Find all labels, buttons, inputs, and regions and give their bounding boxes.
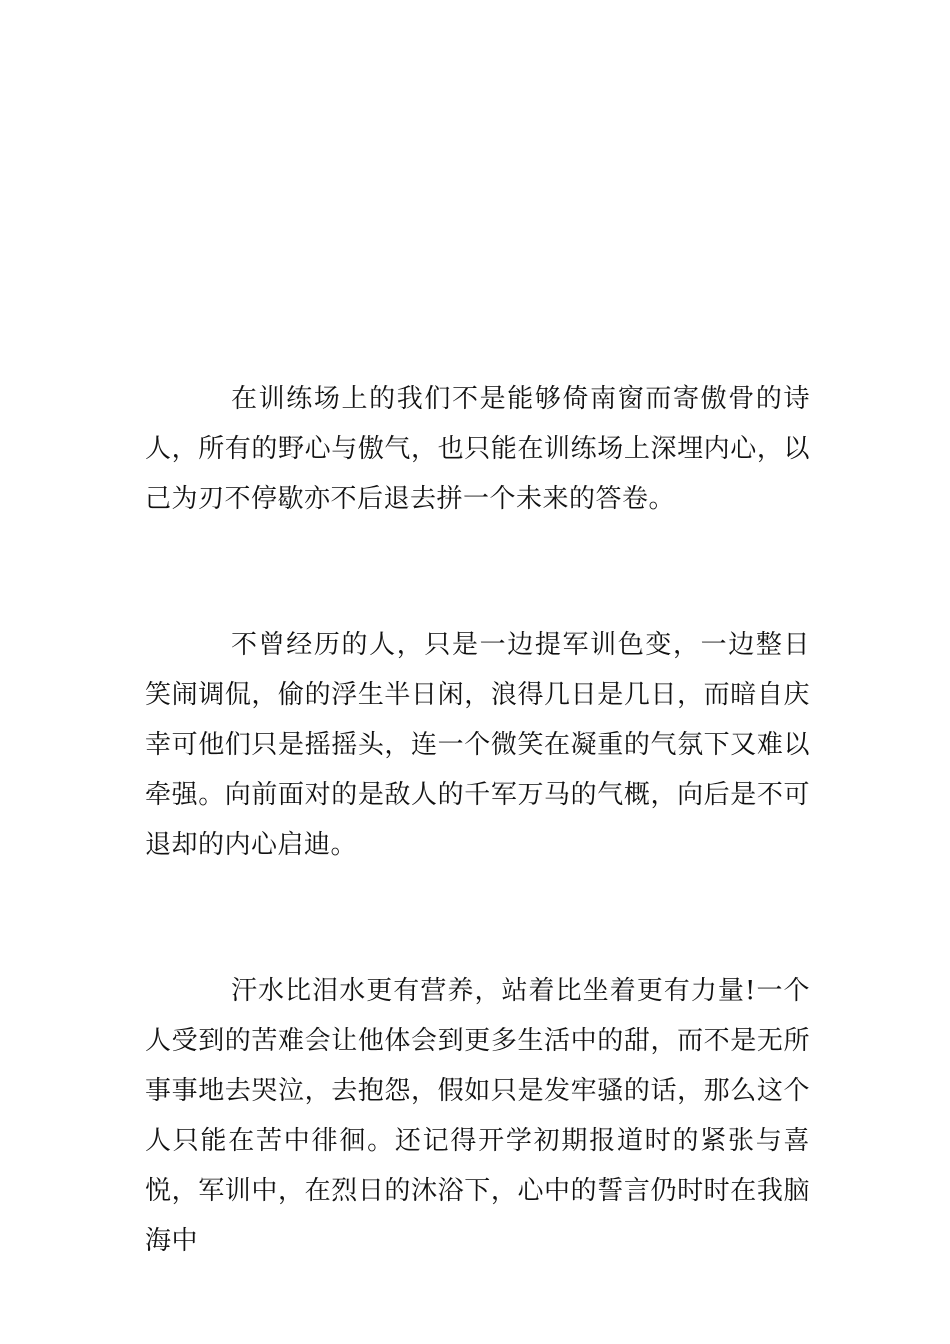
paragraph-1: 在训练场上的我们不是能够倚南窗而寄傲骨的诗人，所有的野心与傲气，也只能在训练场上深埋内心，以己为刃不停歇亦不后退去拼一个未来的答卷。 [145, 384, 810, 514]
paragraph-spacer [145, 524, 810, 620]
paragraph-spacer [145, 870, 810, 966]
paragraph-3: 汗水比泪水更有营养，站着比坐着更有力量!一个人受到的苦难会让他体会到更多生活中的甜，而不是无所事事地去哭泣，去抱怨，假如只是发牢骚的话，那么这个人只能在苦中徘徊。还记得开学初期报道时的紧张与喜悦，军训中，在烈日的沐浴下，心中的誓言仍时时在我脑海中 [145, 976, 810, 1256]
paragraph-2: 不曾经历的人，只是一边提军训色变，一边整日笑闹调侃，偷的浮生半日闲，浪得几日是几日，而暗自庆幸可他们只是摇摇头，连一个微笑在凝重的气氛下又难以牵强。向前面对的是敌人的千军万马的气概，向后是不可退却的内心启迪。 [145, 630, 810, 860]
document-body [145, 374, 810, 1266]
